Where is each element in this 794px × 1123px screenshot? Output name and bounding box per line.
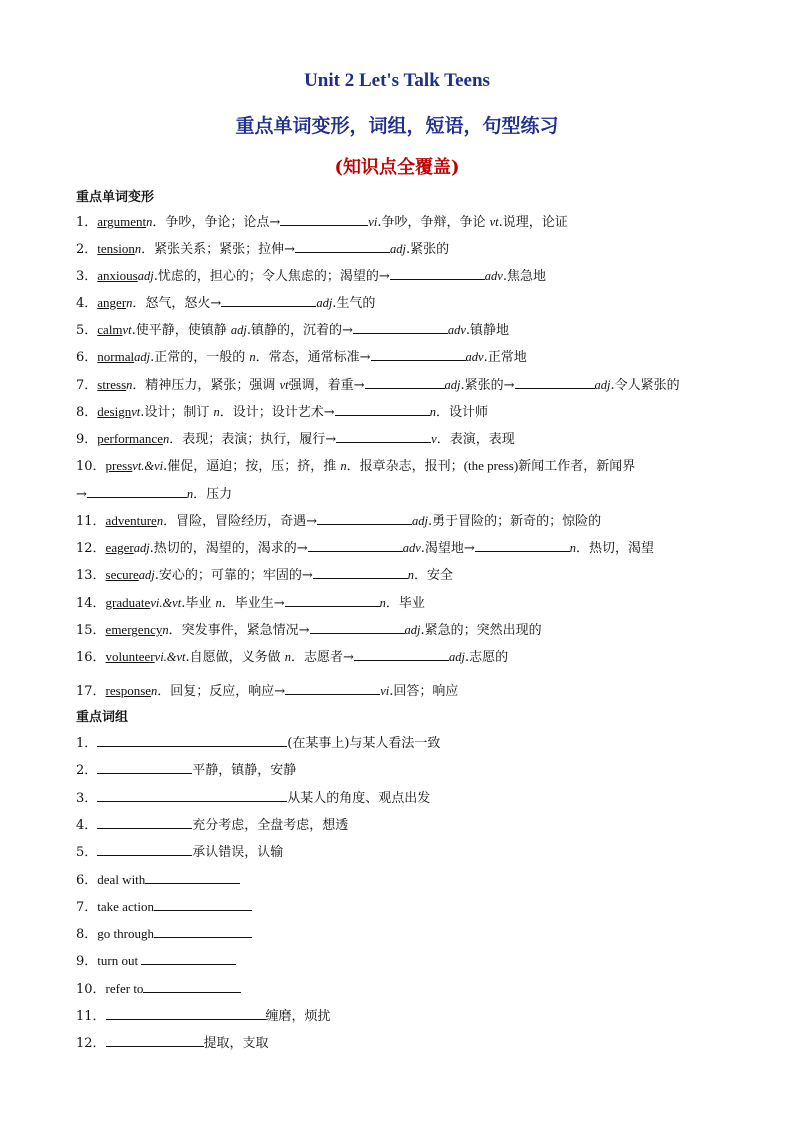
word-item: 16．volunteervi.&vt.自愿做，义务做 n．志愿者→ adj.志愿的 bbox=[76, 649, 509, 665]
word-item: 4．angern．怒气，怒火→ adj.生气的 bbox=[76, 295, 376, 311]
answer-blank[interactable] bbox=[390, 266, 485, 280]
word-item: 12．eageradj.热切的，渴望的，渴求的→ adv.渴望地→ n．热切，渴望 bbox=[76, 540, 655, 556]
phrase-item: 1． (在某事上)与某人看法一致 bbox=[76, 733, 440, 753]
answer-blank[interactable] bbox=[154, 897, 252, 911]
answer-blank[interactable] bbox=[285, 681, 380, 695]
word-item: 17．responsen．回复；反应，响应→ vi.回答；响应 bbox=[76, 683, 459, 699]
word-item: 14．graduatevi.&vt.毕业 n．毕业生→ n．毕业 bbox=[76, 595, 425, 611]
answer-blank[interactable] bbox=[145, 870, 240, 884]
page-title: 重点单词变形，词组，短语，句型练习 bbox=[235, 115, 559, 137]
answer-blank[interactable] bbox=[310, 620, 405, 634]
word-item: 11．adventuren．冒险，冒险经历，奇遇→ adj.勇于冒险的；新奇的；惊险的 bbox=[76, 513, 602, 529]
answer-blank[interactable] bbox=[87, 484, 187, 498]
answer-blank[interactable] bbox=[97, 815, 192, 829]
answer-blank[interactable] bbox=[97, 760, 192, 774]
answer-blank[interactable] bbox=[97, 733, 287, 747]
answer-blank[interactable] bbox=[280, 212, 368, 226]
word-item: 3．anxiousadj.忧虑的，担心的；令人焦虑的；渴望的→ adv.焦急地 bbox=[76, 268, 546, 284]
answer-blank[interactable] bbox=[354, 647, 449, 661]
phrase-item: 2． 平静，镇静，安静 bbox=[76, 760, 296, 780]
word-item: 6．normaladj.正常的，一般的 n．常态，通常标准→ adv.正常地 bbox=[76, 349, 527, 365]
phrase-item: 12． 提取，支取 bbox=[76, 1033, 269, 1053]
answer-blank[interactable] bbox=[515, 375, 595, 389]
answer-blank[interactable] bbox=[97, 788, 287, 802]
page-subtitle: (知识点全覆盖) bbox=[334, 157, 460, 178]
word-item: 9．performancen．表现；表演；执行，履行→ v．表演，表现 bbox=[76, 431, 515, 447]
phrase-item: 6．deal with bbox=[76, 870, 240, 890]
word-item: 8．designvt.设计；制订 n．设计；设计艺术→ n．设计师 bbox=[76, 404, 488, 420]
answer-blank[interactable] bbox=[106, 1033, 204, 1047]
answer-blank[interactable] bbox=[221, 293, 316, 307]
unit-title: Unit 2 Let's Talk Teens bbox=[304, 70, 490, 91]
phrase-item: 8．go through bbox=[76, 924, 252, 944]
answer-blank[interactable] bbox=[285, 593, 380, 607]
answer-blank[interactable] bbox=[154, 924, 252, 938]
phrase-item: 7．take action bbox=[76, 897, 252, 917]
section-heading-words: 重点单词变形 bbox=[76, 190, 155, 205]
answer-blank[interactable] bbox=[141, 951, 236, 965]
phrase-item: 10．refer to bbox=[76, 979, 241, 999]
section-heading-phrases: 重点词组 bbox=[76, 710, 129, 725]
phrase-item: 5． 承认错误，认输 bbox=[76, 842, 283, 862]
answer-blank[interactable] bbox=[295, 239, 390, 253]
word-item: 5．calmvt.使平静，使镇静 adj.镇静的，沉着的→ adv.镇静地 bbox=[76, 322, 510, 338]
answer-blank[interactable] bbox=[317, 511, 412, 525]
word-item: 7．stressn．精神压力，紧张；强调 vt强调，着重→ adj.紧张的→ adj.令人紧张的 bbox=[76, 377, 680, 393]
answer-blank[interactable] bbox=[143, 979, 241, 993]
answer-blank[interactable] bbox=[353, 320, 448, 334]
word-item: 1．argumentn．争吵，争论；论点→ vi.争吵，争辩，争论 vt.说理，论证 bbox=[76, 214, 568, 230]
answer-blank[interactable] bbox=[335, 402, 430, 416]
answer-blank[interactable] bbox=[106, 1006, 266, 1020]
word-item: 13．secureadj.安心的；可靠的；牢固的→ n．安全 bbox=[76, 567, 454, 583]
word-item: 15．emergencyn．突发事件，紧急情况→ adj.紧急的；突然出现的 bbox=[76, 622, 542, 638]
phrase-item: 9．turn out bbox=[76, 951, 236, 971]
answer-blank[interactable] bbox=[371, 347, 466, 361]
word-item-continuation: → n．压力 bbox=[76, 484, 232, 504]
answer-blank[interactable] bbox=[308, 538, 403, 552]
answer-blank[interactable] bbox=[336, 429, 431, 443]
answer-blank[interactable] bbox=[97, 842, 192, 856]
answer-blank[interactable] bbox=[313, 565, 408, 579]
answer-blank[interactable] bbox=[365, 375, 445, 389]
phrase-item: 3． 从某人的角度、观点出发 bbox=[76, 788, 430, 808]
word-item: 10．pressvt.&vi.催促，逼迫；按，压；挤，推 n．报章杂志，报刊；(the press)新闻工作者，新闻界 bbox=[76, 458, 636, 474]
answer-blank[interactable] bbox=[475, 538, 570, 552]
phrase-item: 4． 充分考虑，全盘考虑，想透 bbox=[76, 815, 348, 835]
phrase-item: 11． 缠磨，烦扰 bbox=[76, 1006, 331, 1026]
word-item: 2．tensionn．紧张关系；紧张；拉伸→ adj.紧张的 bbox=[76, 241, 450, 257]
